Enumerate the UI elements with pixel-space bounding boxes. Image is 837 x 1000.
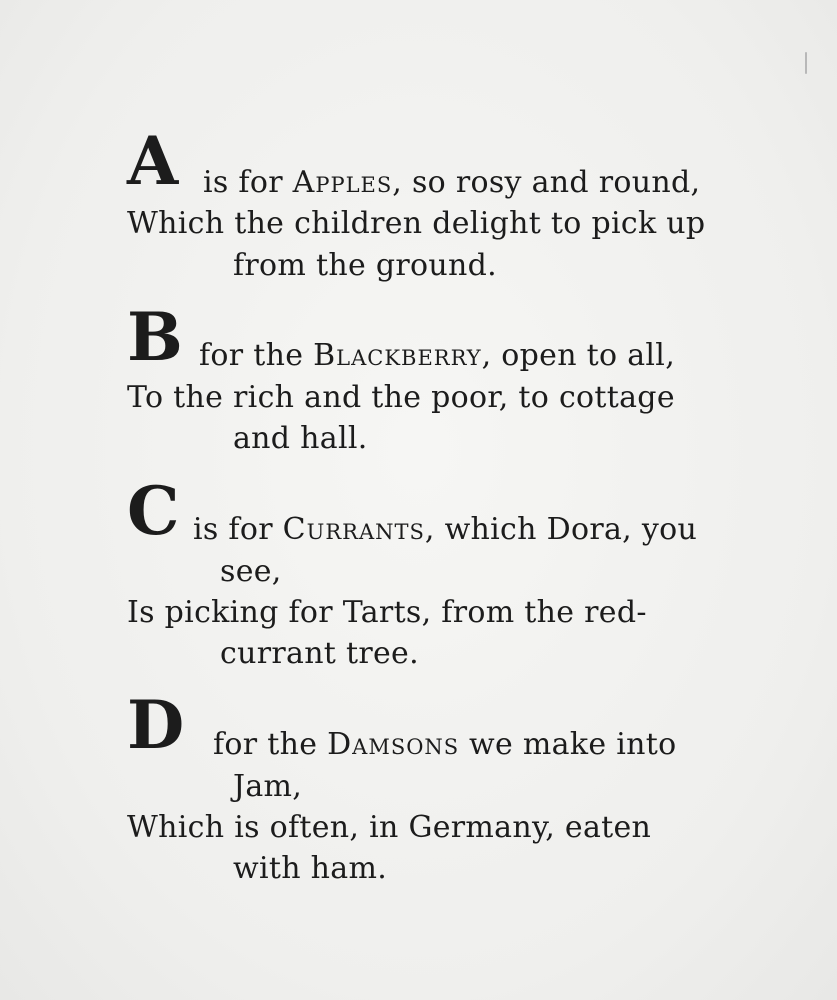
keyword: Apples bbox=[292, 165, 393, 200]
page-edge-mark bbox=[805, 52, 807, 74]
verse-line: To the rich and the poor, to cottage bbox=[127, 380, 675, 415]
verse-line bbox=[213, 727, 676, 763]
verse-line bbox=[203, 165, 700, 201]
verse-line bbox=[193, 512, 697, 548]
verse-text: for the bbox=[213, 727, 328, 762]
verse-line: Which the children delight to pick up bbox=[127, 206, 706, 241]
verse-text: , which Dora, you bbox=[424, 512, 698, 547]
initial-letter: A bbox=[127, 122, 179, 200]
verse-text: , so rosy and round, bbox=[392, 165, 701, 200]
keyword: Currants bbox=[282, 512, 425, 547]
keyword: Damsons bbox=[327, 727, 460, 762]
verse-text: we make into bbox=[459, 727, 677, 762]
keyword: Blackberry bbox=[313, 338, 482, 373]
verse-line: Is picking for Tarts, from the red- bbox=[127, 595, 647, 630]
verse-line: see, bbox=[220, 554, 282, 589]
initial-letter: D bbox=[127, 686, 185, 764]
verse-line: and hall. bbox=[233, 421, 368, 456]
verse-text: is for bbox=[203, 165, 293, 200]
verse-line: Jam, bbox=[233, 769, 303, 804]
verse-line: with ham. bbox=[233, 851, 388, 886]
verse-text: , open to all, bbox=[481, 338, 676, 373]
verse-text: for the bbox=[199, 338, 314, 373]
verse-line: currant tree. bbox=[220, 636, 419, 671]
verse-line: from the ground. bbox=[233, 248, 497, 283]
initial-letter: C bbox=[127, 472, 180, 550]
verse-line: Which is often, in Germany, eaten bbox=[127, 810, 652, 845]
initial-letter: B bbox=[127, 298, 183, 376]
verse-line bbox=[199, 338, 675, 374]
verse-text: is for bbox=[193, 512, 283, 547]
